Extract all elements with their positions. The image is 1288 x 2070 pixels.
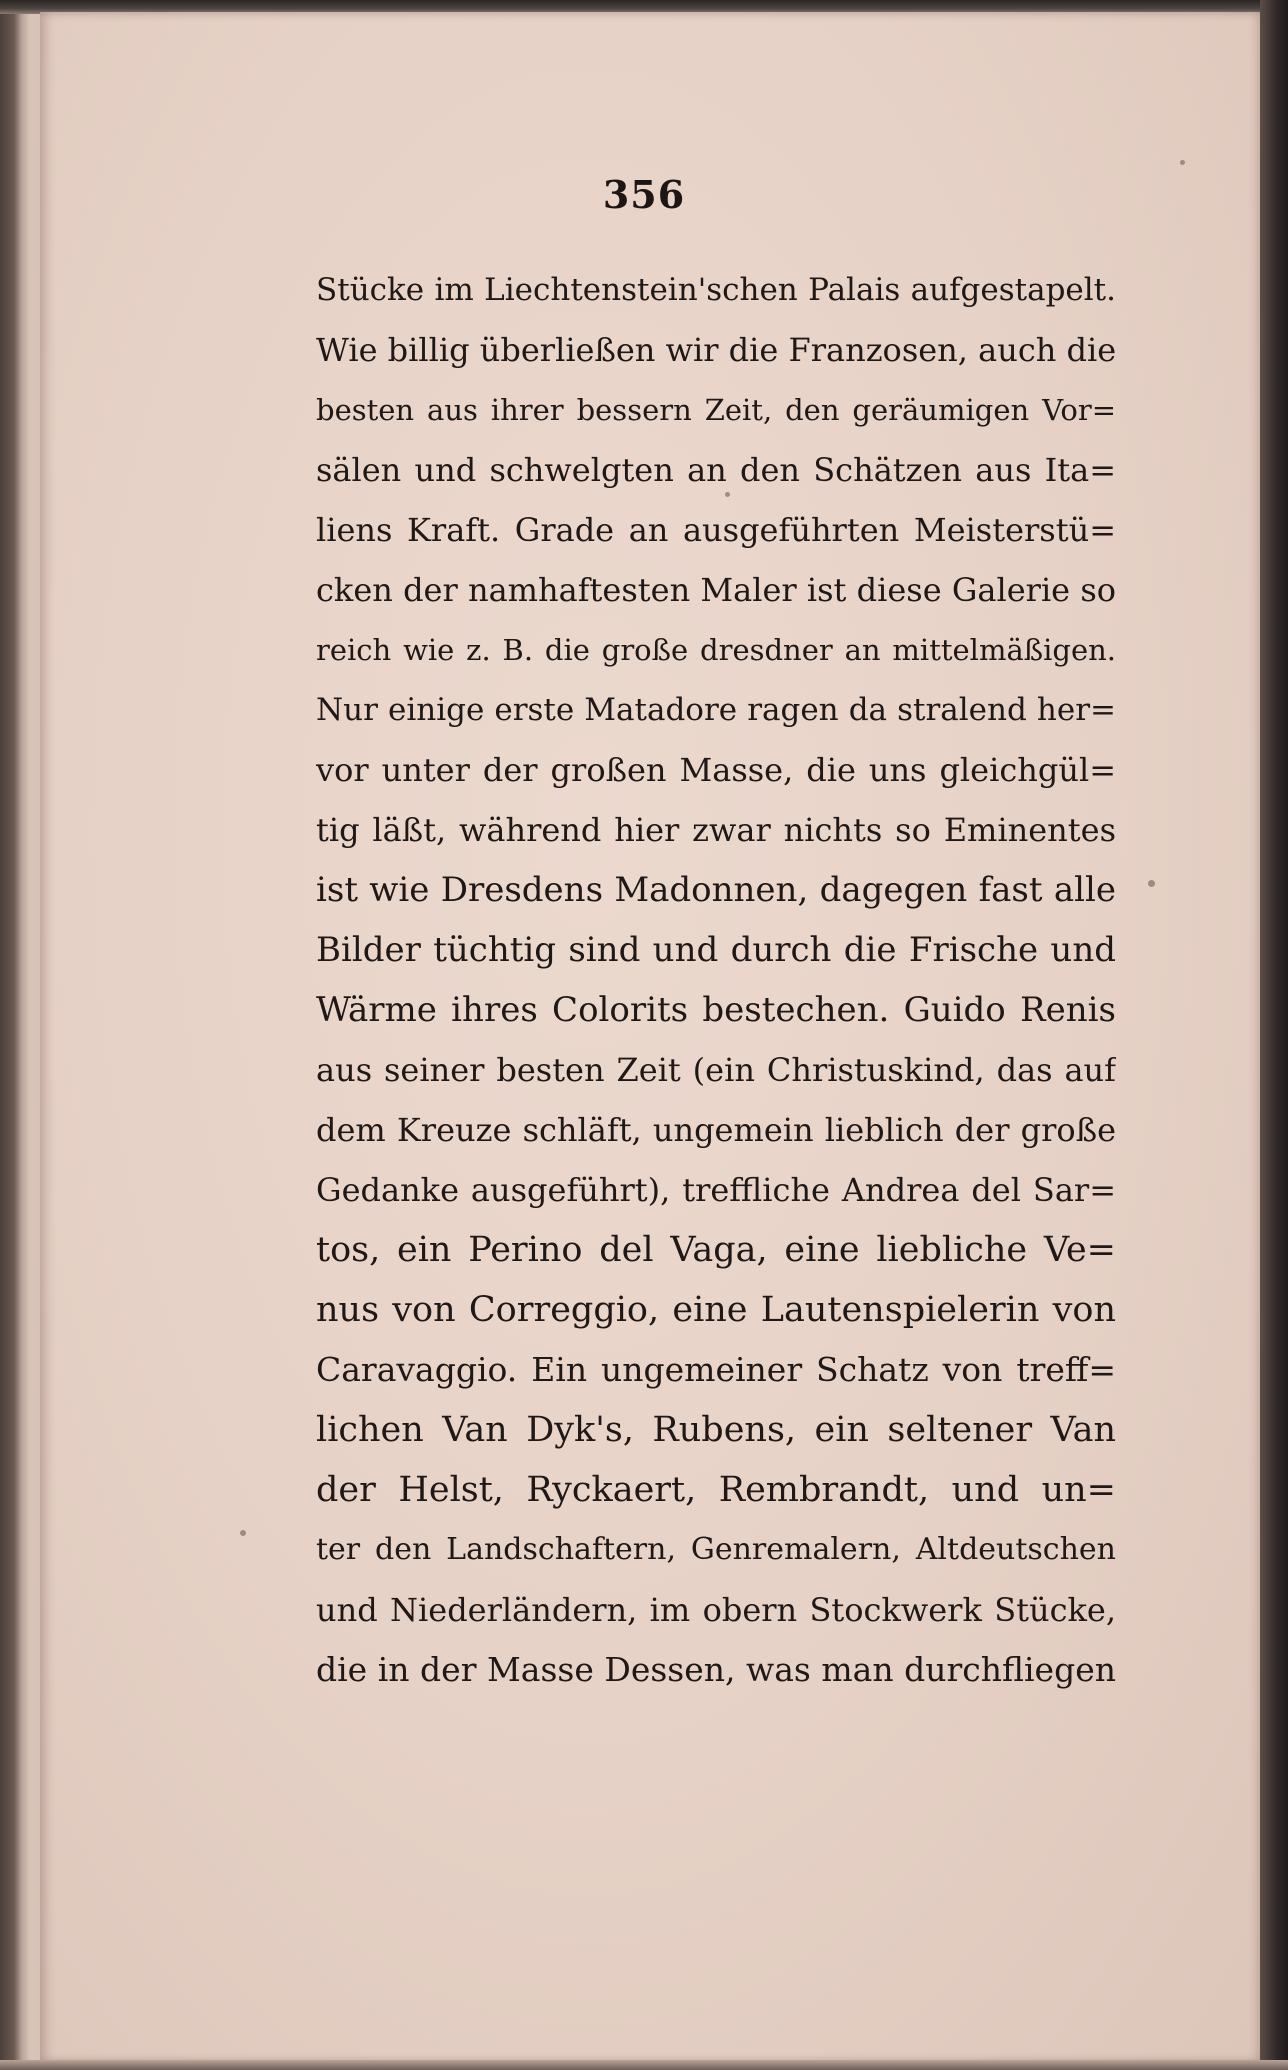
text-line: und Niederländern, im obern Stockwerk Stücke, — [316, 1591, 1116, 1629]
text-line: ter den Landschaftern, Genremalern, Altdeutschen — [316, 1532, 1116, 1567]
text-line: nus von Correggio, eine Lautenspielerin von — [316, 1290, 1116, 1330]
text-line: sälen und schwelgten an den Schätzen aus Ita= — [316, 451, 1116, 489]
text-line: dem Kreuze schläft, ungemein lieblich der große — [316, 1111, 1116, 1149]
page-number: 356 — [602, 172, 686, 217]
text-line: besten aus ihrer bessern Zeit, den geräumigen Vor= — [316, 393, 1116, 427]
text-line: die in der Masse Dessen, was man durchfliegen — [316, 1650, 1116, 1689]
text-line: lichen Van Dyk's, Rubens, ein seltener Van — [316, 1410, 1116, 1450]
text-line: Wärme ihres Colorits bestechen. Guido Renis — [316, 990, 1116, 1030]
body-text — [316, 260, 1116, 1700]
text-line: Gedanke ausgeführt), treffliche Andrea del Sar= — [316, 1171, 1116, 1209]
text-line: tig läßt, während hier zwar nichts so Eminentes — [316, 811, 1116, 849]
book-right-edge — [1260, 0, 1288, 2070]
text-line: Stücke im Liechtenstein'schen Palais aufgestapelt. — [316, 272, 1116, 308]
paper-speck — [1148, 880, 1155, 887]
text-line: tos, ein Perino del Vaga, eine liebliche Ve= — [316, 1230, 1116, 1270]
text-line: reich wie z. B. die große dresdner an mittelmäßigen. — [316, 633, 1116, 667]
text-line: Nur einige erste Matadore ragen da stralend her= — [316, 692, 1116, 728]
text-line: Bilder tüchtig sind und durch die Frische und — [316, 930, 1116, 970]
text-line: ist wie Dresdens Madonnen, dagegen fast alle — [316, 870, 1116, 910]
text-line: liens Kraft. Grade an ausgeführten Meisterstü= — [316, 511, 1116, 549]
text-line: Wie billig überließen wir die Franzosen, auch die — [316, 331, 1116, 369]
paper-speck — [1180, 160, 1185, 165]
text-line: der Helst, Ryckaert, Rembrandt, und un= — [316, 1470, 1116, 1510]
text-line: aus seiner besten Zeit (ein Christuskind, das auf — [316, 1051, 1116, 1089]
paper-speck — [240, 1530, 246, 1536]
book-bottom-edge — [0, 2060, 1288, 2070]
text-line: cken der namhaftesten Maler ist diese Galerie so — [316, 571, 1116, 609]
text-line: vor unter der großen Masse, die uns gleichgül= — [316, 751, 1116, 789]
text-line: Caravaggio. Ein ungemeiner Schatz von treff= — [316, 1350, 1116, 1389]
